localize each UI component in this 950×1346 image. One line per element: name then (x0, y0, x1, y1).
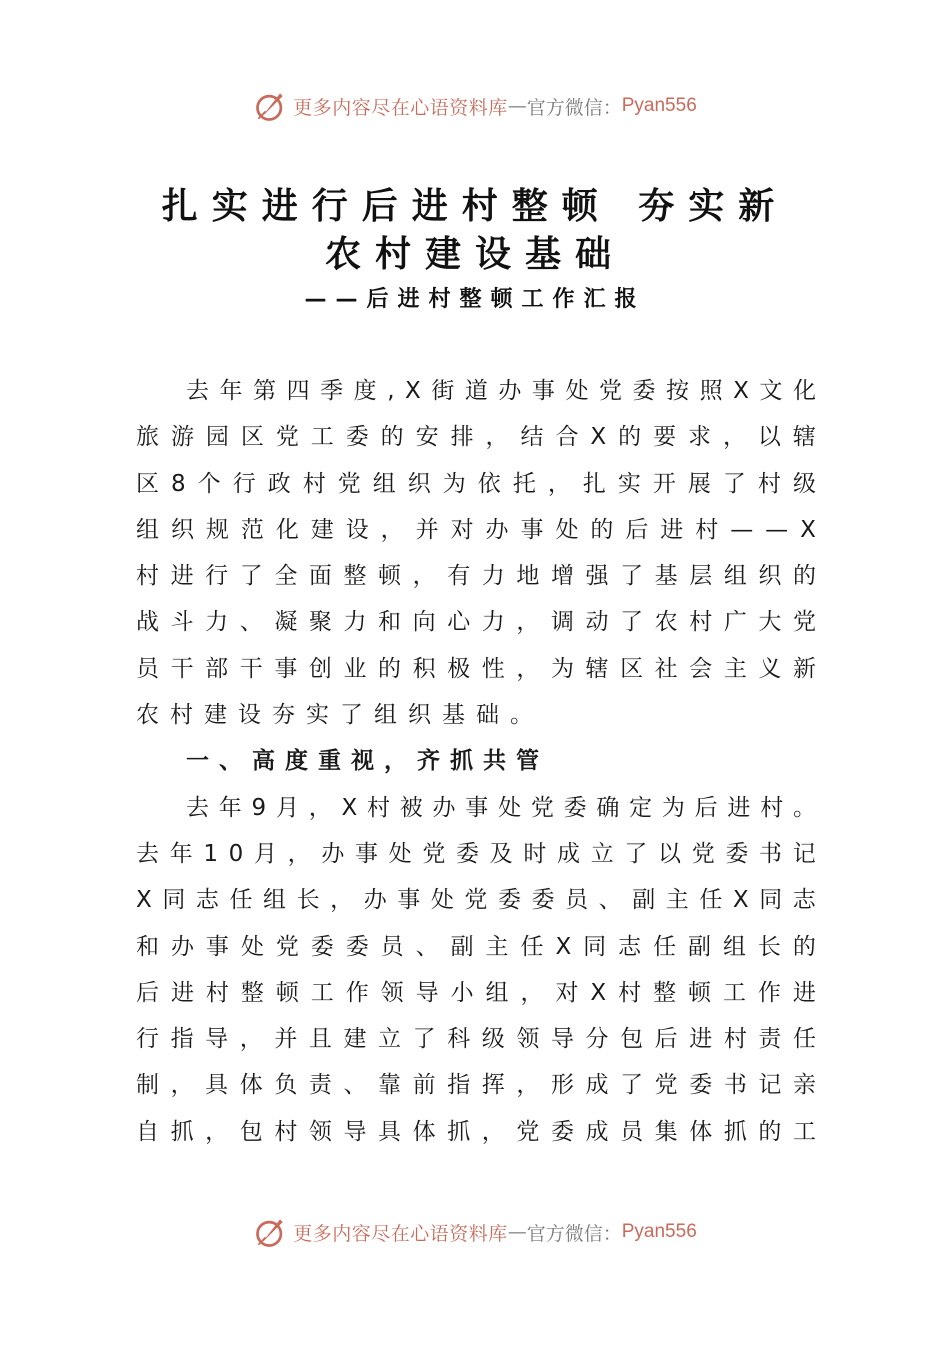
banner-text: 更多内容尽在心语资料库 (293, 1222, 508, 1245)
footer-banner (0, 1212, 950, 1252)
feather-pen-logo-icon (253, 1214, 289, 1250)
body-line: 制 ， 具 体 负 责 、 靠 前 指 挥 ， 形 成 了 党 委 书 记 亲 (136, 1072, 816, 1099)
subtitle: ——后进村整顿工作汇报 (304, 287, 646, 312)
body-line: 农村建设夯实了组织基础。 (136, 702, 544, 729)
body-line: 自 抓 ， 包 村 领 导 具 体 抓 ， 党 委 成 员 集 体 抓 的 工 (136, 1118, 816, 1145)
body-line: 去 年 9 月 ， X 村 被 办 事 处 党 委 确 定 为 后 进 村 。 (186, 794, 816, 821)
banner-wechat-label: 官方微信： (526, 1222, 622, 1245)
section-heading (136, 738, 816, 784)
banner-wechat-label: 官方微信： (526, 96, 622, 119)
banner-separator: — (507, 95, 527, 117)
title-line-2: 农村建设基础 (324, 234, 625, 275)
body-line: 去 年 1 0 月 ， 办 事 处 党 委 及 时 成 立 了 以 党 委 书 记 (136, 840, 816, 867)
body-line: 区 8 个 行 政 村 党 组 织 为 依 托 ， 扎 实 开 展 了 村 级 (136, 470, 816, 497)
section-heading-text: 一、高度重视，齐抓共管 (186, 748, 549, 775)
body-line: 旅 游 园 区 党 工 委 的 安 排 ， 结 合 X 的 要 求 ， 以 辖 (136, 424, 816, 451)
body-line: 后 进 村 整 顿 工 作 领 导 小 组 ， 对 X 村 整 顿 工 作 进 (136, 979, 816, 1006)
body-line: 去 年 第 四 季 度 , X 街 道 办 事 处 党 委 按 照 X 文 化 (186, 378, 816, 404)
body-line: 组 织 规 范 化 建 设 ， 并 对 办 事 处 的 后 进 村 — — X (136, 516, 816, 543)
banner-text: 更多内容尽在心语资料库 (293, 96, 508, 119)
feather-pen-logo-icon (253, 88, 289, 124)
document-body (136, 368, 816, 1155)
header-banner (0, 86, 950, 126)
banner-wechat-id: Pyan556 (621, 95, 697, 116)
body-line: 和 办 事 处 党 委 委 员 、 副 主 任 X 同 志 任 副 组 长 的 (136, 933, 816, 960)
body-line: X 同 志 任 组 长 ， 办 事 处 党 委 委 员 、 副 主 任 X 同 志 (136, 887, 816, 914)
body-line: 战 斗 力 、 凝 聚 力 和 向 心 力 ， 调 动 了 农 村 广 大 党 (136, 609, 816, 636)
banner-wechat-id: Pyan556 (621, 1221, 697, 1242)
banner-separator: — (507, 1221, 527, 1243)
title-line-1: 扎实进行后进村整顿 夯实新 (161, 186, 789, 227)
body-line: 员 干 部 干 事 创 业 的 积 极 性 ， 为 辖 区 社 会 主 义 新 (136, 655, 816, 682)
body-line: 行 指 导 ， 并 且 建 立 了 科 级 领 导 分 包 后 进 村 责 任 (136, 1026, 816, 1053)
body-line: 村 进 行 了 全 面 整 顿 ， 有 力 地 增 强 了 基 层 组 织 的 (136, 563, 816, 590)
